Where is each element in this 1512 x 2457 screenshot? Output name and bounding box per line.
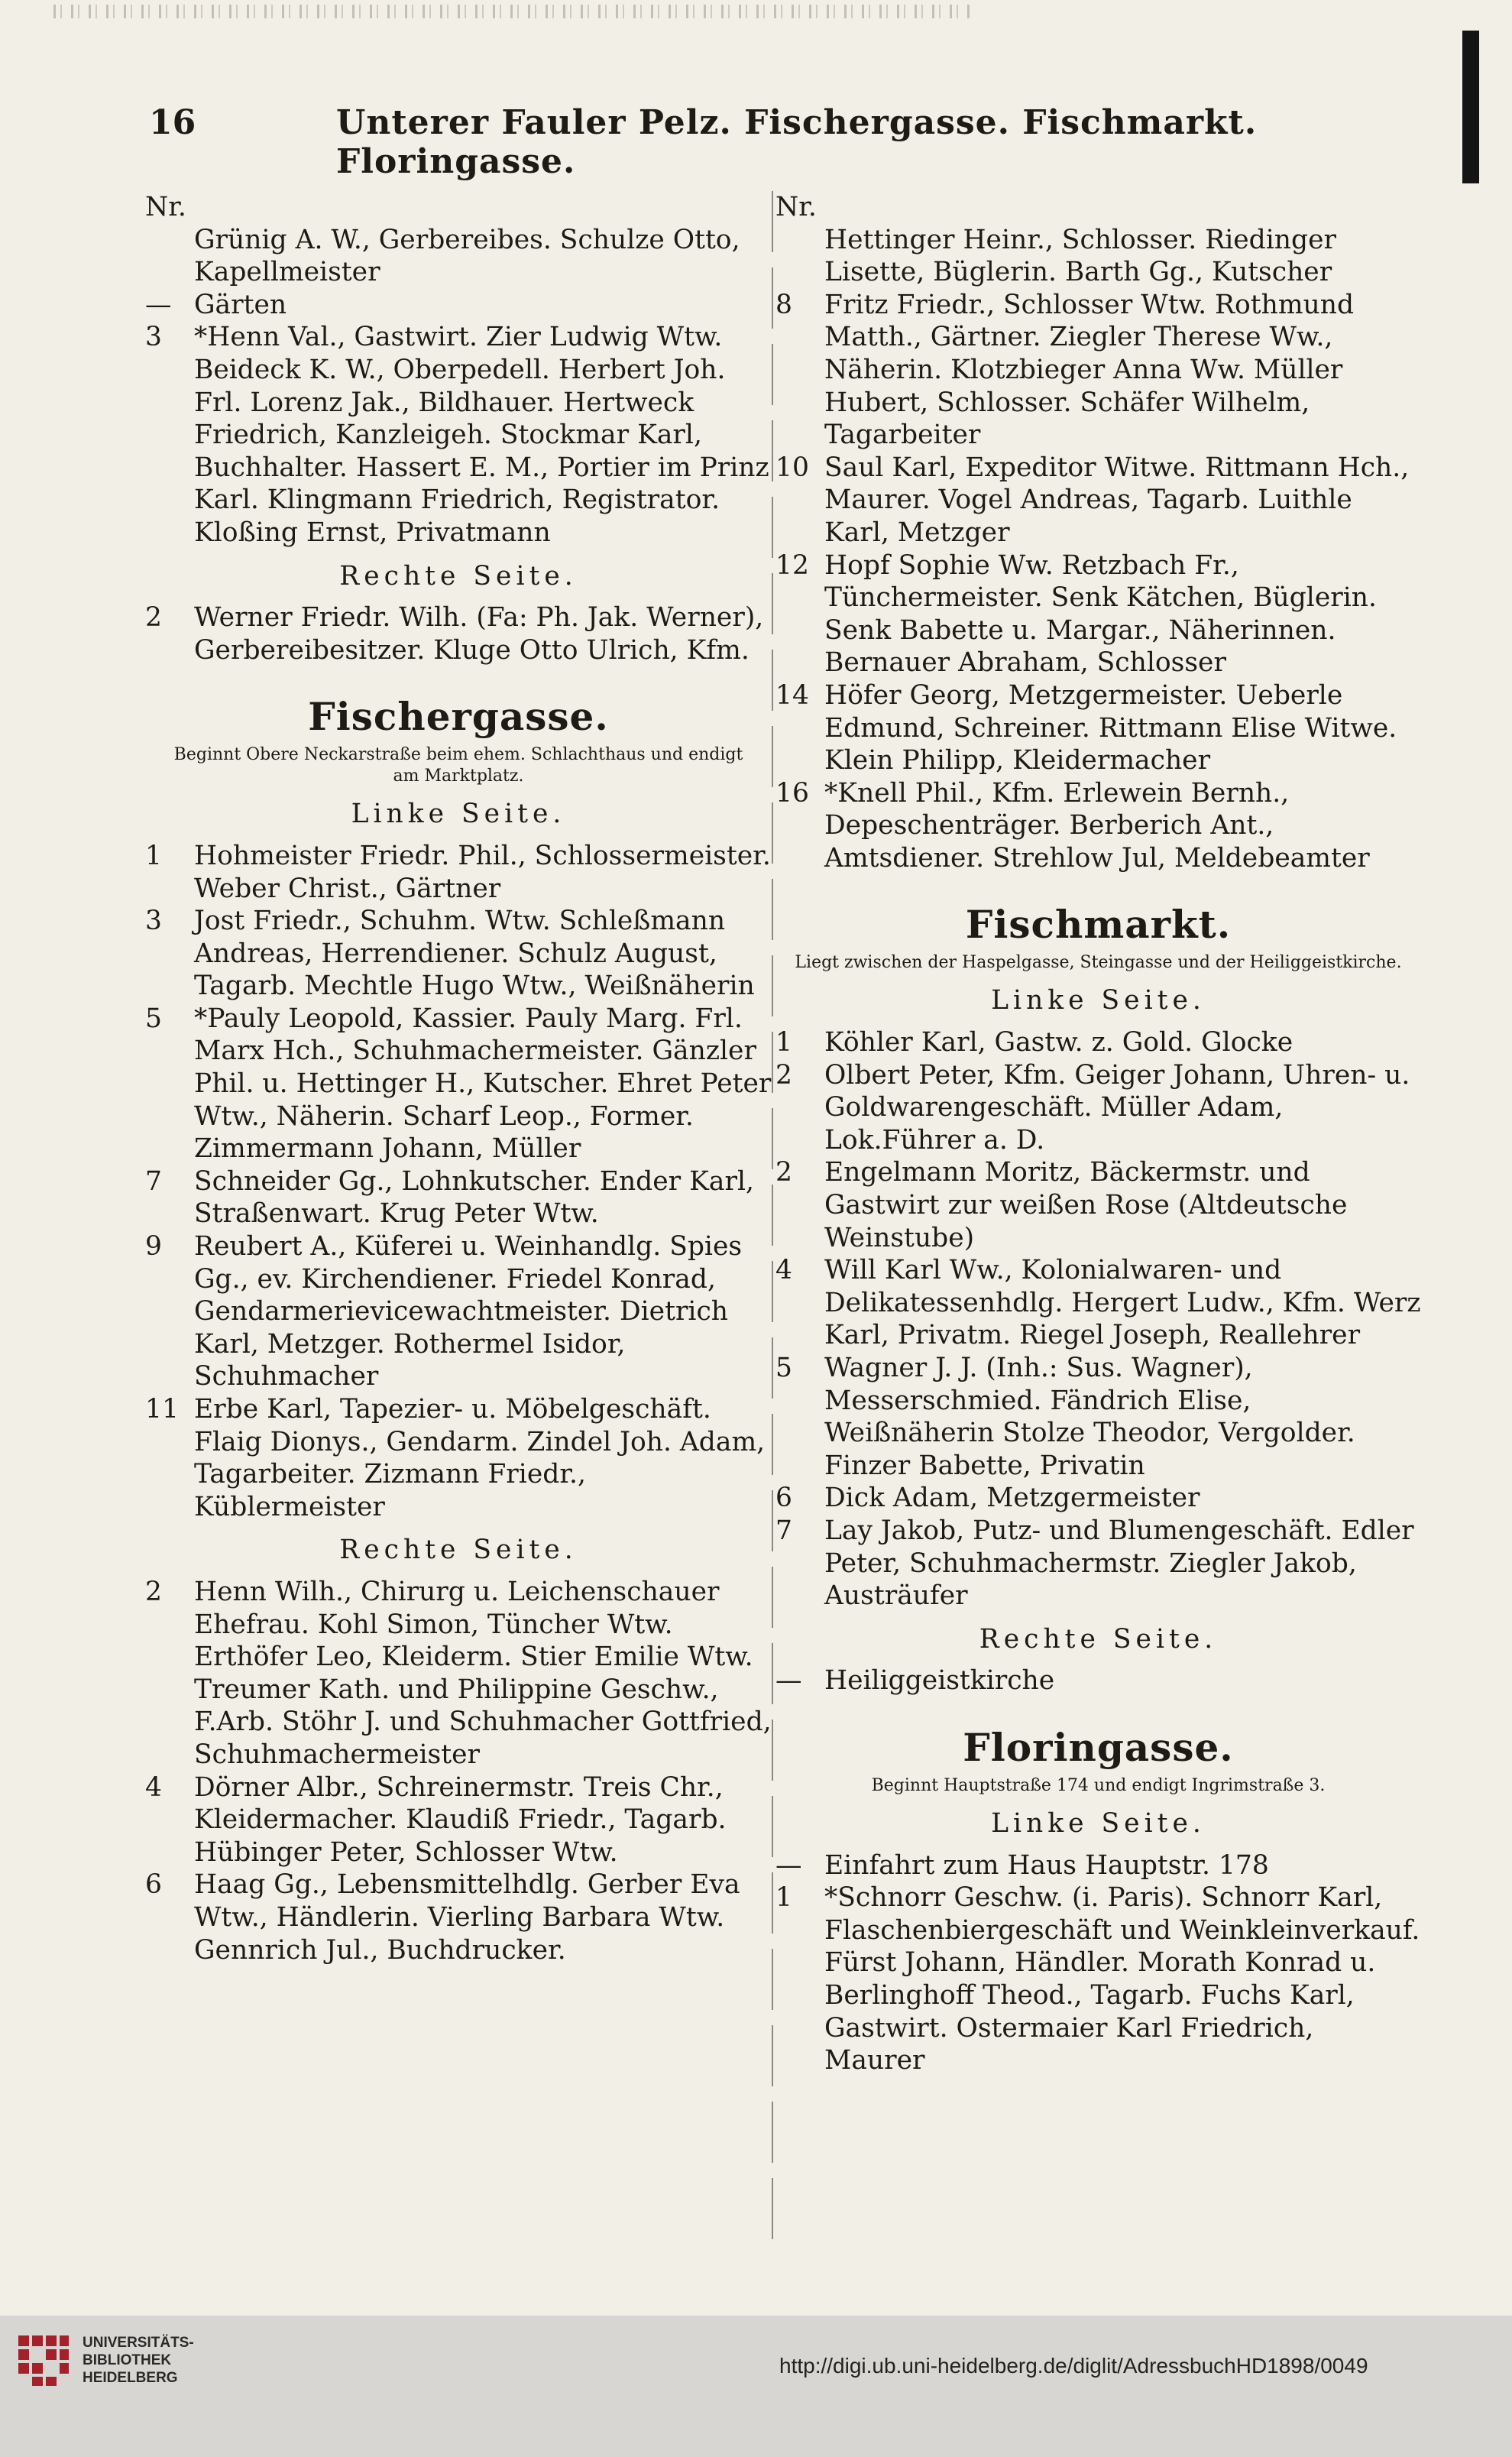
entries-fischergasse-rechte xyxy=(145,1576,772,1966)
section-rechte-seite: Rechte Seite. xyxy=(979,1623,1218,1655)
directory-entry xyxy=(145,289,772,322)
scan-edge-mark xyxy=(1462,31,1479,183)
directory-entry xyxy=(145,1393,772,1523)
house-number: 8 xyxy=(775,289,792,320)
directory-entry xyxy=(775,777,1421,875)
resident-entries: Köhler Karl, Gastw. z. Gold. Glocke xyxy=(824,1027,1293,1058)
house-number: 16 xyxy=(775,777,809,809)
page-title: Unterer Fauler Pelz. Fischergasse. Fischmarkt. Floringasse. xyxy=(336,103,1258,181)
house-number: 5 xyxy=(145,1003,162,1034)
street-description: Beginnt Hauptstraße 174 und endigt Ingrimstraße 3. xyxy=(871,1775,1326,1795)
house-number: — xyxy=(775,1849,802,1881)
house-number: 1 xyxy=(775,1027,792,1058)
entries-fischmarkt-linke xyxy=(775,1026,1421,1613)
house-number: 6 xyxy=(775,1483,792,1514)
library-name-line: UNIVERSITÄTS- xyxy=(83,2335,194,2351)
resident-entries: Hopf Sophie Ww. Retzbach Fr., Tünchermeister. Senk Kätchen, Büglerin. Senk Babette u. Margar., Näherinnen. Bernauer Abraham, Schlosser xyxy=(824,549,1377,679)
library-name xyxy=(83,2334,194,2387)
house-number: 5 xyxy=(775,1353,792,1383)
street-heading-floringasse: Floringasse. xyxy=(963,1724,1234,1770)
directory-entry xyxy=(145,1771,772,1869)
house-number xyxy=(775,224,824,289)
directory-entry xyxy=(775,1254,1421,1352)
nr-label: Nr. xyxy=(145,192,186,222)
directory-entry xyxy=(775,1059,1421,1157)
directory-entry xyxy=(775,679,1421,777)
house-number: 6 xyxy=(145,1869,162,1901)
resident-entries: Lay Jakob, Putz- und Blumengeschäft. Edler Peter, Schuhmachermstr. Ziegler Jakob, Austräufer xyxy=(824,1515,1414,1612)
house-number: 7 xyxy=(775,1515,792,1546)
street-heading-fischmarkt: Fischmarkt. xyxy=(965,902,1232,948)
house-number: 12 xyxy=(775,549,809,581)
resident-entries: Hohmeister Friedr. Phil., Schlossermeister. Weber Christ., Gärtner xyxy=(194,840,771,904)
directory-entry xyxy=(145,1869,772,1966)
scan-edge-noise xyxy=(53,5,970,18)
directory-entry xyxy=(775,549,1421,679)
resident-entries: Dörner Albr., Schreinermstr. Treis Chr., Kleidermacher. Klaudiß Friedr., Tagarb. Hübinger Peter, Schlosser Wtw. xyxy=(194,1771,727,1868)
footer-bar xyxy=(0,2316,1512,2457)
directory-entry xyxy=(775,1352,1421,1482)
house-number: 7 xyxy=(145,1165,162,1197)
entries-rechte-seite xyxy=(145,601,772,666)
resident-entries: Will Karl Ww., Kolonialwaren- und Delikatessenhdlg. Hergert Ludw., Kfm. Werz Karl, Privatm. Riegel Joseph, Reallehrer xyxy=(824,1255,1421,1351)
section-rechte-seite: Rechte Seite. xyxy=(339,1535,578,1566)
house-number: 3 xyxy=(145,906,162,937)
directory-entry xyxy=(145,1003,772,1165)
directory-entry xyxy=(145,601,772,666)
directory-entry xyxy=(775,1482,1421,1515)
page-header xyxy=(149,103,1417,181)
resident-entries: Heiliggeistkirche xyxy=(824,1665,1055,1697)
resident-entries: Grünig A. W., Gerbereibes. Schulze Otto, Kapellmeister xyxy=(194,224,740,288)
resident-entries: Haag Gg., Lebensmittelhdlg. Gerber Eva Wtw., Händlerin. Vierling Barbara Wtw. Gennrich Jul., Buchdrucker. xyxy=(194,1869,740,1966)
page-number: 16 xyxy=(149,103,196,142)
entries-fischmarkt-rechte xyxy=(775,1664,1421,1697)
directory-entry xyxy=(775,1515,1421,1613)
street-heading-fischergasse: Fischergasse. xyxy=(308,694,609,740)
house-number: 4 xyxy=(145,1771,162,1803)
resident-entries: Henn Wilh., Chirurg u. Leichenschauer Ehefrau. Kohl Simon, Tüncher Wtw. Erthöfer Leo, Kleiderm. Stier Emilie Wtw. Treumer Kath. und Philippine Geschw., F.Arb. Stöhr J. und Schuhmacher Gottfried, Schuhmachermeister xyxy=(194,1576,772,1770)
house-number: — xyxy=(775,1665,802,1697)
directory-entry xyxy=(775,1156,1421,1254)
resident-entries: Erbe Karl, Tapezier- u. Möbelgeschäft. Flaig Dionys., Gendarm. Zindel Joh. Adam, Tagarbeiter. Zizmann Friedr., Küblermeister xyxy=(194,1394,766,1522)
left-column xyxy=(145,191,772,1966)
directory-entry xyxy=(775,289,1421,452)
street-description: Liegt zwischen der Haspelgasse, Steingasse und der Heiliggeistkirche. xyxy=(795,953,1402,973)
resident-entries: Schneider Gg., Lohnkutscher. Ender Karl, Straßenwart. Krug Peter Wtw. xyxy=(194,1165,754,1230)
house-number: 2 xyxy=(775,1059,792,1091)
directory-entry xyxy=(145,1230,772,1393)
house-number: 2 xyxy=(145,602,162,634)
resident-entries: Engelmann Moritz, Bäckermstr. und Gastwirt zur weißen Rose (Altdeutsche Weinstube) xyxy=(824,1157,1348,1253)
entries-floringasse-linke xyxy=(775,1849,1421,2077)
resident-entries: Höfer Georg, Metzgermeister. Ueberle Edmund, Schreiner. Rittmann Elise Witwe. Klein Philipp, Kleidermacher xyxy=(824,679,1397,776)
house-number: 3 xyxy=(145,322,162,353)
directory-entry xyxy=(775,224,1421,289)
resident-entries: Wagner J. J. (Inh.: Sus. Wagner), Messerschmied. Fändrich Elise, Weißnäherin Stolze Theodor, Vergolder. Finzer Babette, Privatin xyxy=(824,1353,1355,1481)
street-description: Beginnt Obere Neckarstraße beim ehem. Schlachthaus und endigt am Marktplatz. xyxy=(173,745,743,786)
entries-unterer-fauler-pelz-cont xyxy=(775,224,1421,875)
directory-entry xyxy=(145,1576,772,1771)
house-number: 4 xyxy=(775,1255,792,1286)
entries-fischergasse-linke xyxy=(145,840,772,1523)
resident-entries: Saul Karl, Expeditor Witwe. Rittmann Hch., Maurer. Vogel Andreas, Tagarb. Luithle Karl, Metzger xyxy=(824,452,1410,548)
house-number: 1 xyxy=(145,840,162,871)
section-linke-seite: Linke Seite. xyxy=(991,985,1206,1016)
resident-entries: *Schnorr Geschw. (i. Paris). Schnorr Karl, Flaschenbiergeschäft und Weinkleinverkauf. Fürst Johann, Händler. Morath Konrad u. Berlinghoff Theod., Tagarb. Fuchs Karl, Gastwirt. Ostermaier Karl Friedrich, Maurer xyxy=(824,1882,1420,2076)
directory-entry xyxy=(145,1165,772,1230)
right-column xyxy=(775,191,1421,2077)
directory-entry xyxy=(145,840,772,905)
directory-entry xyxy=(775,452,1421,549)
resident-entries: *Knell Phil., Kfm. Erlewein Bernh., Depeschenträger. Berberich Ant., Amtsdiener. Strehlow Jul, Meldebeamter xyxy=(824,777,1370,874)
house-number: 2 xyxy=(145,1576,162,1607)
directory-entry xyxy=(145,224,772,289)
directory-entry xyxy=(775,1664,1421,1697)
column-divider xyxy=(772,191,773,2239)
directory-entry xyxy=(145,321,772,549)
directory-entry xyxy=(775,1849,1421,1882)
section-linke-seite: Linke Seite. xyxy=(351,799,566,830)
nr-label: Nr. xyxy=(775,192,817,222)
source-url-link[interactable]: http://digi.ub.uni-heidelberg.de/diglit/AdressbuchHD1898/0049 xyxy=(779,2354,1368,2378)
resident-entries: Dick Adam, Metzgermeister xyxy=(824,1483,1200,1514)
house-number: 9 xyxy=(145,1231,162,1263)
resident-entries: Einfahrt zum Haus Hauptstr. 178 xyxy=(824,1849,1269,1881)
resident-entries: Gärten xyxy=(194,289,287,320)
resident-entries: Fritz Friedr., Schlosser Wtw. Rothmund Matth., Gärtner. Ziegler Therese Ww., Näherin. Klotzbieger Anna Ww. Müller Hubert, Schlosser. Schäfer Wilhelm, Tagarbeiter xyxy=(824,289,1355,451)
house-number: — xyxy=(145,289,172,320)
entries-unterer-fauler-pelz-cont xyxy=(145,224,772,549)
resident-entries: Olbert Peter, Kfm. Geiger Johann, Uhren- u. Goldwarengeschäft. Müller Adam, Lok.Führer a. D. xyxy=(824,1059,1410,1156)
house-number: 14 xyxy=(775,679,809,711)
resident-entries: *Pauly Leopold, Kassier. Pauly Marg. Frl. Marx Hch., Schuhmachermeister. Gänzler Phil. u. Hettinger H., Kutscher. Ehret Peter Wtw., Näherin. Scharf Leop., Former. Zimmermann Johann, Müller xyxy=(194,1003,772,1165)
library-name-line: BIBLIOTHEK xyxy=(83,2352,172,2368)
house-number: 11 xyxy=(145,1394,179,1425)
house-number: 1 xyxy=(775,1882,792,1914)
resident-entries: Jost Friedr., Schuhm. Wtw. Schleßmann Andreas, Herrendiener. Schulz August, Tagarb. Mechtle Hugo Wtw., Weißnäherin xyxy=(194,906,755,1002)
library-name-line: HEIDELBERG xyxy=(83,2370,178,2386)
directory-entry xyxy=(775,1026,1421,1059)
section-rechte-seite: Rechte Seite. xyxy=(339,560,578,592)
directory-entry xyxy=(775,1882,1421,2077)
resident-entries: Reubert A., Küferei u. Weinhandlg. Spies Gg., ev. Kirchendiener. Friedel Konrad, Gendarmerievicewachtmeister. Dietrich Karl, Metzger. Rothermel Isidor, Schuhmacher xyxy=(194,1231,743,1392)
section-linke-seite: Linke Seite. xyxy=(991,1807,1206,1839)
house-number: 10 xyxy=(775,452,809,483)
house-number: 2 xyxy=(775,1157,792,1188)
resident-entries: Werner Friedr. Wilh. (Fa: Ph. Jak. Werner), Gerbereibesitzer. Kluge Otto Ulrich, Kfm. xyxy=(194,602,764,666)
library-logo-icon xyxy=(15,2332,72,2389)
resident-entries: *Henn Val., Gastwirt. Zier Ludwig Wtw. Beideck K. W., Oberpedell. Herbert Joh. Frl. Lorenz Jak., Bildhauer. Hertweck Friedrich, Kanzleigeh. Stockmar Karl, Buchhalter. Hassert E. M., Portier im Prinz Karl. Klingmann Friedrich, Registrator. Kloßing Ernst, Privatmann xyxy=(194,322,769,548)
resident-entries: Hettinger Heinr., Schlosser. Riedinger Lisette, Büglerin. Barth Gg., Kutscher xyxy=(824,224,1337,288)
house-number xyxy=(145,224,194,289)
directory-entry xyxy=(145,905,772,1003)
